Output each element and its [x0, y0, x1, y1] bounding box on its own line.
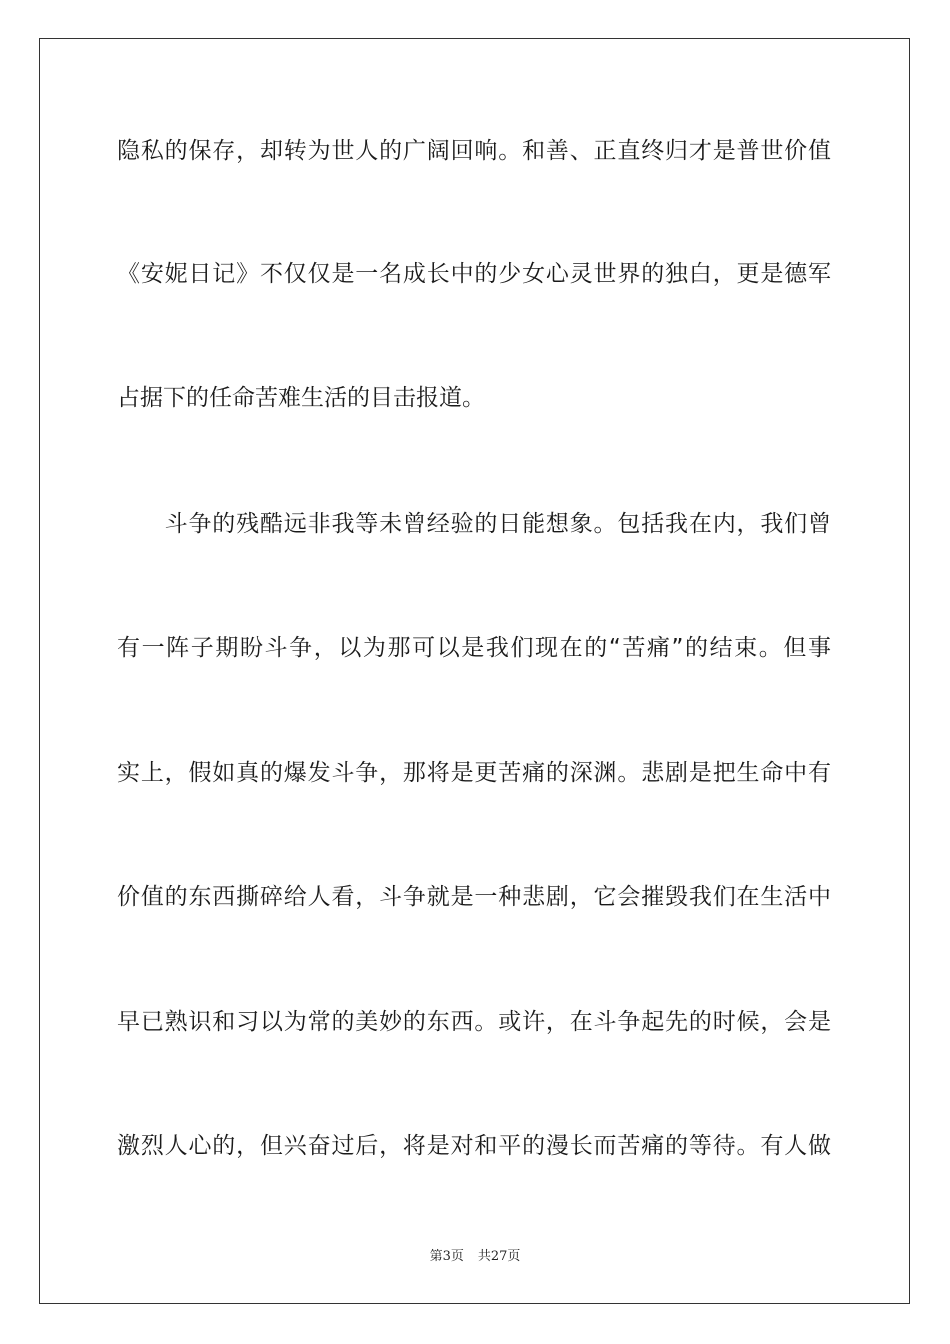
body-line-1: 隐私的保存，却转为世人的广阔回响。和善、正直终归才是普世价值 — [117, 138, 831, 164]
page-number: 第3页 — [429, 1249, 464, 1264]
body-line-9: 激烈人心的，但兴奋过后，将是对和平的漫长而苦痛的等待。有人做 — [117, 1133, 831, 1159]
page-footer — [0, 1249, 950, 1265]
page-total: 共27页 — [477, 1249, 521, 1264]
body-line-8: 早已熟识和习以为常的美妙的东西。或许，在斗争起先的时候，会是 — [117, 1009, 831, 1035]
body-line-4: 斗争的残酷远非我等未曾经验的日能想象。包括我在内，我们曾 — [117, 511, 831, 537]
body-line-3: 占据下的任命苦难生活的目击报道。 — [117, 385, 485, 411]
body-line-2: 《安妮日记》不仅仅是一名成长中的少女心灵世界的独白，更是德军 — [117, 261, 831, 287]
body-line-5: 有一阵子期盼斗争，以为那可以是我们现在的“苦痛”的结束。但事 — [117, 635, 831, 661]
body-line-6: 实上，假如真的爆发斗争，那将是更苦痛的深渊。悲剧是把生命中有 — [117, 760, 831, 786]
body-line-7: 价值的东西撕碎给人看，斗争就是一种悲剧，它会摧毁我们在生活中 — [117, 884, 831, 910]
page-border — [39, 38, 910, 1304]
